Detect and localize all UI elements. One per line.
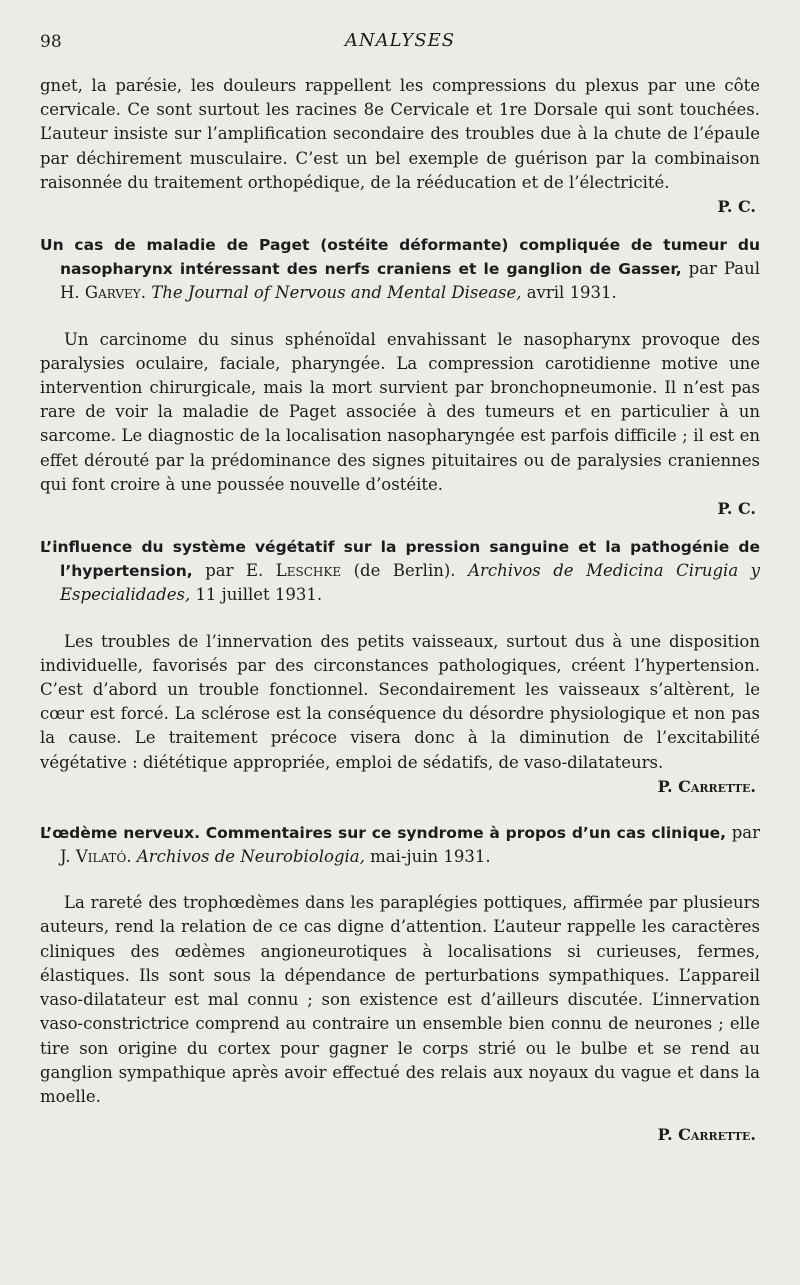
signature-initial: P. (657, 776, 673, 796)
article-title: L’œdème nerveux. Commentaires sur ce syndrome à propos d’un cas clinique, (40, 823, 727, 842)
article-paget (40, 233, 760, 521)
article-body: Les troubles de l’innervation des petits vaisseaux, surtout dus à une disposition individuelle, favorisés par des circonstances pathologiques, créent l’hypertension. C’est d’abord un trouble fonctionnel. Secondairement les vaisseaux s’altèrent, le cœur est forcé. La sclérose est la conséquence du désordre physiologique et non pas la cause. Le traitement précoce visera donc à la diminution de l’excitabilité végétative : diététique appropriée, emploi de sédatifs, de vaso-dilatateurs. (40, 631, 760, 772)
article-vilato (40, 821, 760, 1147)
article-leschke (40, 535, 760, 799)
article-date: mai-juin 1931. (370, 847, 491, 867)
signature-initial: P. (657, 1125, 673, 1145)
article-author: Vilató. (75, 847, 132, 867)
article-journal: Archivos de Medicina Cirugia y Especialidades, (60, 561, 760, 605)
article-signature (40, 775, 760, 799)
article-heading (40, 821, 760, 869)
article-title: Un cas de maladie de Paget (ostéite déformante) compliquée de tumeur du nasopharynx intéressant des nerfs craniens et le ganglion de Gasser, (40, 236, 760, 279)
article-by: par Paul H. (60, 259, 760, 303)
intro-signature: P. C. (717, 197, 756, 217)
signature-name: Carrette. (678, 776, 756, 796)
article-author: Garvey (84, 283, 141, 303)
article-signature (40, 1123, 760, 1147)
signature-name: Carrette. (678, 1125, 756, 1145)
article-by: par E. (205, 561, 264, 581)
article-body: Un carcinome du sinus sphénoïdal envahissant le nasopharynx provoque des paralysies oculaire, faciale, pharyngée. La compression carotidienne motive une intervention chirurgicale, mais la mort survient par bronchopneumonie. Il n’est pas rare de voir la maladie de Paget associée à des tumeurs et en particulier à un sarcome. Le diagnostic de la localisation nasopharyngée est parfois difficile ; il est en effet dérouté par la prédominance des signes pituitaires ou de paralysies craniennes qui font croire à une poussée nouvelle d’ostéite. (40, 329, 760, 494)
article-title: L’influence du système végétatif sur la pression sanguine et la pathogénie de l’hypertension, (40, 538, 760, 581)
running-head (40, 28, 760, 56)
article-author: Leschke (275, 561, 342, 581)
intro-paragraph: gnet, la parésie, les douleurs rappellent les compressions du plexus par une côte cervicale. Ce sont surtout les racines 8e Cervicale et 1re Dorsale qui sont touchées. L’auteur insiste sur l’amplification secondaire des troubles due à la chute de l’épaule par déchirement musculaire. C’est un bel exemple de guérison par la combinaison raisonnée du traitement orthopédique, de la rééducation et de l’électricité. (40, 76, 760, 192)
article-heading (40, 535, 760, 608)
header-title: ANALYSES (344, 30, 456, 51)
article-body: La rareté des trophœdèmes dans les paraplégies pottiques, affirmée par plusieurs auteurs, rend la relation de ce cas digne d’attention. L’auteur rappelle les caractères cliniques des œdèmes angioneurotiques à localisations si curieuses, fermes, élastiques. Ils sont sous la dépendance de perturbations sympathiques. L’appareil vaso-dilatateur est mal connu ; son existence est d’ailleurs discutée. L’innervation vaso-constrictrice comprend au contraire un ensemble bien connu de neurones ; elle tire son origine du cortex pour gagner le corps strié ou le bulbe et se rend au ganglion sympathique après avoir effectué des relais aux noyaux du vague et dans la moelle. (40, 893, 760, 1106)
article-signature: P. C. (717, 499, 756, 519)
article-origin: (de Berlin). (353, 561, 456, 581)
article-by: par J. (60, 822, 761, 867)
article-date: 11 juillet 1931. (195, 585, 323, 605)
article-journal: Archivos de Neurobiologia, (136, 847, 365, 867)
article-date: avril 1931. (526, 283, 617, 303)
page-number: 98 (40, 32, 62, 52)
article-heading: Un cas de maladie de Paget (ostéite déformante) compliquée de tumeur du nasopharynx intéressant des nerfs craniens et le ganglion de Gasser, par Paul H. Garvey. The Journal of Nervous and Mental Disease, avril 1931. (40, 236, 760, 303)
article-journal: The Journal of Nervous and Mental Disease, (151, 283, 522, 303)
